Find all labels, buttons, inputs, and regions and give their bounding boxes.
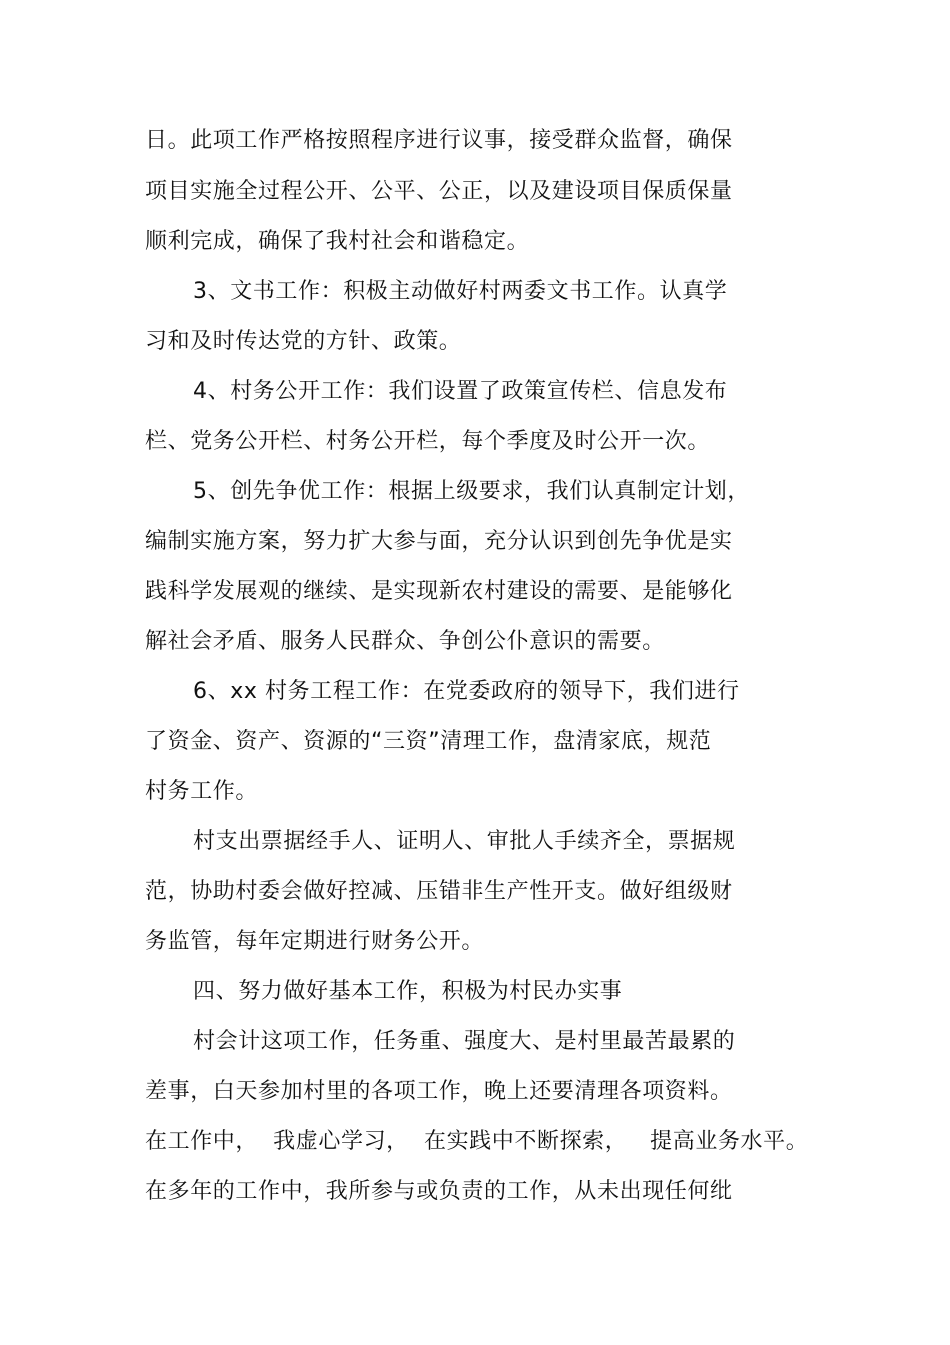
text-line: 解社会矛盾、服务人民群众、争创公仆意识的需要。 — [145, 629, 665, 654]
text-line: 项目实施全过程公开、公平、公正，以及建设项目保质保量 — [145, 179, 733, 204]
text-line: 村务工作。 — [145, 779, 259, 804]
text-line: 编制实施方案，努力扩大参与面，充分认识到创先争优是实 — [145, 529, 733, 554]
text-line: 村支出票据经手人、证明人、审批人手续齐全，票据规 — [193, 829, 736, 854]
text-line: 4、村务公开工作：我们设置了政策宣传栏、信息发布 — [193, 379, 728, 404]
text-line: 6、xx 村务工程工作：在党委政府的领导下，我们进行 — [193, 679, 740, 704]
section-heading: 四、努力做好基本工作，积极为村民办实事 — [193, 979, 623, 1004]
text-line: 务监管，每年定期进行财务公开。 — [145, 929, 485, 954]
text-line: 5、创先争优工作：根据上级要求，我们认真制定计划， — [193, 479, 750, 504]
text-line: 差事，白天参加村里的各项工作，晚上还要清理各项资料。 — [145, 1079, 733, 1104]
text-line: 在工作中， 我虚心学习， 在实践中不断探索， 提高业务水平。 — [145, 1129, 809, 1154]
text-line: 顺利完成，确保了我村社会和谐稳定。 — [145, 229, 530, 254]
text-line: 习和及时传达党的方针、政策。 — [145, 329, 462, 354]
text-line: 践科学发展观的继续、是实现新农村建设的需要、是能够化 — [145, 579, 733, 604]
text-line: 3、文书工作：积极主动做好村两委文书工作。认真学 — [193, 279, 728, 304]
text-line: 村会计这项工作，任务重、强度大、是村里最苦最累的 — [193, 1029, 736, 1054]
text-line: 了资金、资产、资源的“三资”清理工作，盘清家底，规范 — [145, 729, 712, 754]
text-line: 范，协助村委会做好控减、压错非生产性开支。做好组级财 — [145, 879, 733, 904]
text-line: 在多年的工作中，我所参与或负责的工作，从未出现任何纰 — [145, 1179, 733, 1204]
text-line: 日。此项工作严格按照程序进行议事，接受群众监督，确保 — [145, 128, 733, 153]
text-line: 栏、党务公开栏、村务公开栏，每个季度及时公开一次。 — [145, 429, 711, 454]
